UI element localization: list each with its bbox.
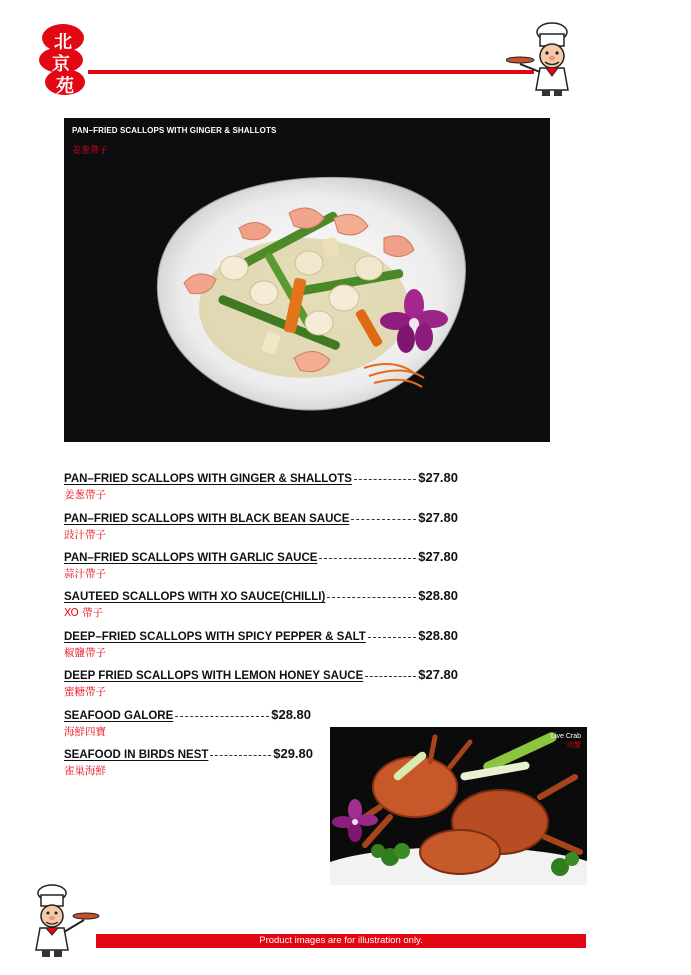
menu-item-name: SAUTEED SCALLOPS WITH XO SAUCE(CHILLI) bbox=[64, 591, 326, 603]
menu-item-name-cn: 椒鹽帶子 bbox=[64, 647, 106, 659]
menu-item-name-cn: XO 帶子 bbox=[64, 607, 104, 619]
leader-dots bbox=[351, 519, 416, 520]
hero-dish-title: PAN–FRIED SCALLOPS WITH GINGER & SHALLOTS bbox=[72, 126, 277, 135]
leader-dots bbox=[319, 558, 416, 559]
menu-item bbox=[64, 707, 311, 739]
hero-dish-title-cn: 姜葱帶子 bbox=[72, 146, 109, 156]
menu-item-name-cn: 雀巢海鮮 bbox=[64, 765, 106, 777]
crab-dish-illustration bbox=[330, 727, 587, 885]
logo-char-3: 苑 bbox=[56, 76, 74, 97]
menu-item bbox=[64, 628, 458, 660]
menu-item-price: $28.80 bbox=[418, 628, 458, 643]
menu-item bbox=[64, 470, 458, 502]
menu-item-name-cn: 蜜糖帶子 bbox=[64, 686, 106, 698]
hero-dish-photo bbox=[64, 118, 550, 442]
leader-dots bbox=[368, 637, 416, 638]
menu-item-price: $28.80 bbox=[418, 588, 458, 603]
menu-item bbox=[64, 549, 458, 581]
menu-item-price: $27.80 bbox=[418, 667, 458, 682]
menu-item-name-cn: 蒜汁帶子 bbox=[64, 568, 106, 580]
menu-item-name: SEAFOOD IN BIRDS NEST bbox=[64, 749, 209, 761]
leader-dots bbox=[175, 716, 269, 717]
crab-label-en: Live Crab bbox=[551, 733, 581, 740]
menu-item-price: $29.80 bbox=[273, 746, 313, 761]
leader-dots bbox=[210, 755, 271, 756]
footer-bar bbox=[96, 934, 586, 948]
chef-mascot-footer-icon bbox=[18, 882, 100, 962]
chef-mascot-icon bbox=[506, 20, 588, 98]
menu-item-name: PAN–FRIED SCALLOPS WITH GINGER & SHALLOTS bbox=[64, 473, 352, 485]
logo-char-2: 京 bbox=[52, 54, 70, 75]
menu-item-name: SEAFOOD GALORE bbox=[64, 710, 174, 722]
crab-label-cn: 肉蟹 bbox=[567, 741, 581, 749]
menu-item-name: DEEP–FRIED SCALLOPS WITH SPICY PEPPER & SALT bbox=[64, 631, 366, 643]
menu-item-price: $27.80 bbox=[418, 470, 458, 485]
leader-dots bbox=[354, 479, 416, 480]
leader-dots bbox=[365, 676, 416, 677]
menu-item bbox=[64, 746, 313, 778]
menu-item-price: $27.80 bbox=[418, 549, 458, 564]
menu-item bbox=[64, 588, 458, 620]
menu-item-name: PAN–FRIED SCALLOPS WITH BLACK BEAN SAUCE bbox=[64, 513, 350, 525]
crab-dish-photo bbox=[330, 727, 587, 885]
menu-item bbox=[64, 510, 458, 542]
scallop-dish-illustration bbox=[64, 118, 550, 442]
menu-item-price: $27.80 bbox=[418, 510, 458, 525]
leader-dots bbox=[327, 597, 416, 598]
menu-item-name-cn: 姜葱帶子 bbox=[64, 489, 106, 501]
menu-item-price: $28.80 bbox=[271, 707, 311, 722]
footer-disclaimer: Product images are for illustration only. bbox=[259, 935, 423, 946]
crab-photo-label bbox=[551, 733, 581, 750]
menu-item-name: DEEP FRIED SCALLOPS WITH LEMON HONEY SAUCE bbox=[64, 670, 364, 682]
menu-item-name-cn: 海鮮四寶 bbox=[64, 726, 106, 738]
header-divider bbox=[88, 70, 534, 74]
logo-char-1: 北 bbox=[54, 32, 72, 53]
menu-item-name-cn: 豉汁帶子 bbox=[64, 529, 106, 541]
menu-item-name: PAN–FRIED SCALLOPS WITH GARLIC SAUCE bbox=[64, 552, 318, 564]
menu-item bbox=[64, 667, 458, 699]
